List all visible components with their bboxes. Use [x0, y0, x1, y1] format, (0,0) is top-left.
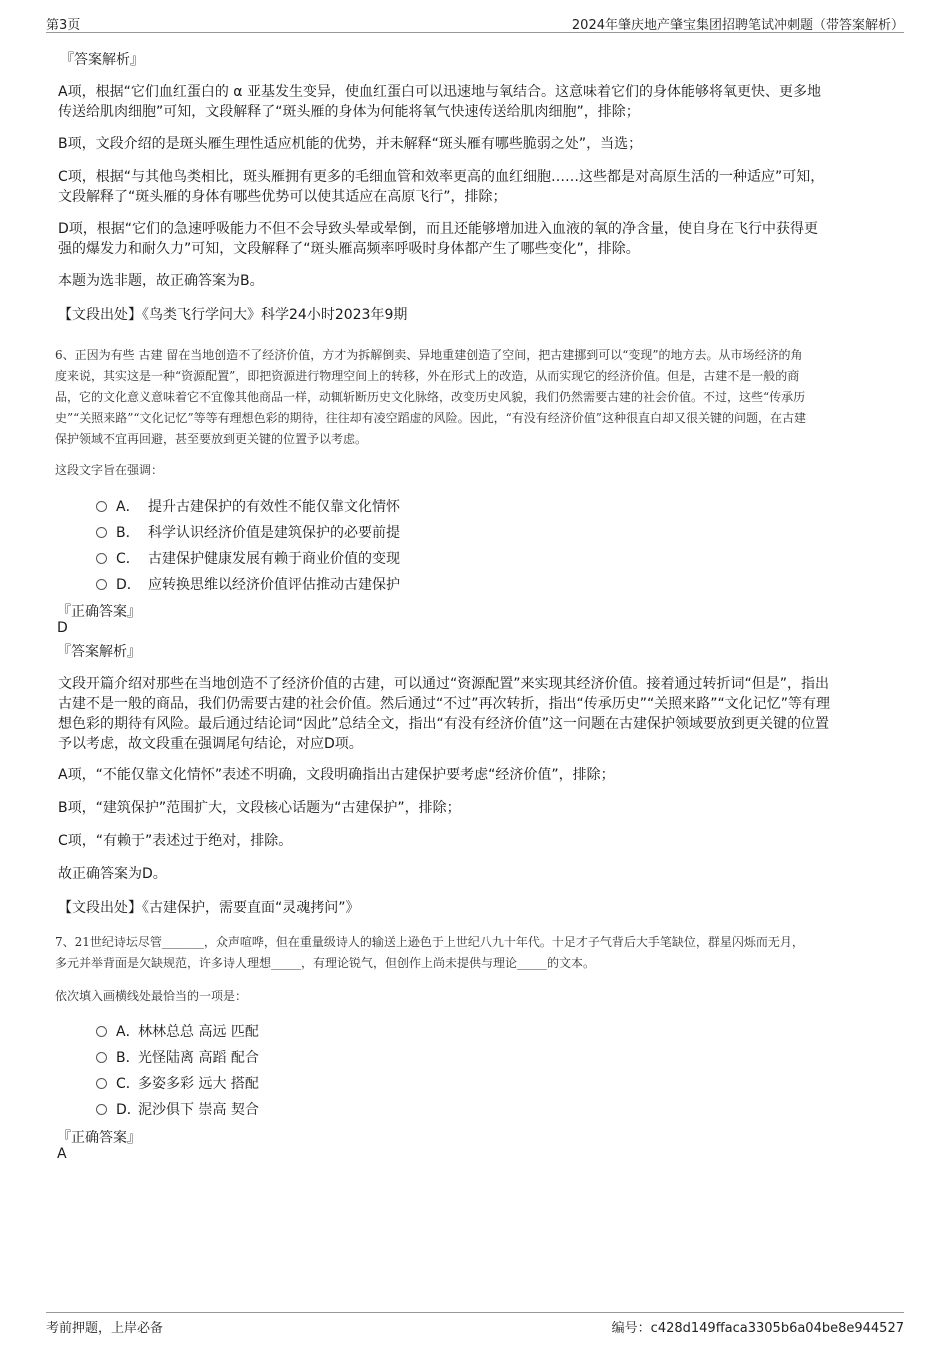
q6-source: 【文段出处】《古建保护，需要直面“灵魂拷问”》	[58, 900, 360, 916]
q6-stem-line4: 史”“关照来路”“文化记忆”等等有理想色彩的期待，往往却有凌空蹈虚的风险。因此，“有没有经济价值”这种很直白却又很关键的问题，在古建	[55, 411, 806, 425]
q6-stem-line3: 品，它的文化意义意味着它不宜像其他商品一样，动辄斩断历史文化脉络，改变历史风貌，我们仍然需要古建的社会价值。不过，这些“传承历	[55, 390, 806, 404]
page-header	[46, 12, 904, 33]
q7-option-c[interactable]: C．多姿多彩 远大 搭配	[96, 1073, 259, 1093]
radio-icon[interactable]	[96, 553, 107, 564]
radio-icon[interactable]	[96, 1052, 107, 1063]
q6-conclusion: 故正确答案为D。	[58, 866, 167, 882]
q6-prompt: 这段文字旨在强调：	[55, 463, 164, 477]
q7-stem-line1: 7、21世纪诗坛尽管_______，众声喧哗，但在重量级诗人的输送上逊色于上世纪八九十年代。十足才子气背后大手笔缺位，群星闪烁而无月，	[55, 935, 804, 949]
q6-analysis-line1: 文段开篇介绍对那些在当地创造不了经济价值的古建，可以通过“资源配置”来实现其经济价值。接着通过转折词“但是”，指出	[58, 676, 830, 692]
q6-para-c: C项，“有赖于”表述过于绝对，排除。	[58, 833, 293, 849]
q5-para-c-line2: 文段解释了“斑头雁的身体有哪些优势可以使其适应在高原飞行”，排除；	[58, 189, 507, 205]
q7-answer: A	[57, 1146, 67, 1162]
q7-answer-label: 『正确答案』	[57, 1130, 141, 1146]
document-id-value: c428d149ffaca3305b6a04be8e944527	[650, 1321, 904, 1336]
document-id	[612, 1317, 904, 1336]
q6-para-b: B项，“建筑保护”范围扩大，文段核心话题为“古建保护”，排除；	[58, 800, 461, 816]
q5-para-a-line1: A项，根据“它们血红蛋白的 α 亚基发生变异，使血红蛋白可以迅速地与氧结合。这意味着它们的身体能够将氧更快、更多地	[58, 84, 821, 100]
radio-icon[interactable]	[96, 527, 107, 538]
q6-analysis-line4: 予以考虑，故文段重在强调尾句结论，对应D项。	[58, 736, 363, 752]
radio-icon[interactable]	[96, 1104, 107, 1115]
radio-icon[interactable]	[96, 1026, 107, 1037]
q6-stem-line5: 保护领域不宜再回避，甚至要放到更关键的位置予以考虑。	[55, 432, 368, 446]
q5-para-d-line1: D项，根据“它们的急速呼吸能力不但不会导致头晕或晕倒，而且还能够增加进入血液的氧的净含量，使自身在飞行中获得更	[58, 221, 819, 237]
q6-answer-label: 『正确答案』	[57, 604, 141, 620]
radio-icon[interactable]	[96, 1078, 107, 1089]
q6-answer: D	[57, 620, 68, 636]
radio-icon[interactable]	[96, 501, 107, 512]
q5-para-a-line2: 传送给肌肉细胞”可知，文段解释了“斑头雁的身体为何能将氧气快速传送给肌肉细胞”，排除；	[58, 104, 640, 120]
q7-prompt: 依次填入画横线处最恰当的一项是：	[55, 989, 248, 1003]
footer-slogan: 考前押题，上岸必备	[46, 1321, 164, 1336]
q6-option-b[interactable]: B． 科学认识经济价值是建筑保护的必要前提	[96, 522, 400, 542]
q5-para-c-line1: C项，根据“与其他鸟类相比，斑头雁拥有更多的毛细血管和效率更高的血红细胞……这些都是对高原生活的一种适应”可知，	[58, 169, 825, 185]
q7-stem-line2: 多元并举背面是欠缺规范，许多诗人理想_____，有理论锐气，但创作上尚未提供与理论_____的文本。	[55, 956, 596, 970]
q6-analysis-line2: 古建不是一般的商品，我们仍需要古建的社会价值。然后通过“不过”再次转折，指出“传承历史”“关照来路”“文化记忆”等有理	[58, 696, 831, 712]
q7-option-b[interactable]: B．光怪陆离 高蹈 配合	[96, 1047, 259, 1067]
radio-icon[interactable]	[96, 579, 107, 590]
q6-para-a: A项，“不能仅靠文化情怀”表述不明确，文段明确指出古建保护要考虑“经济价值”，排除；	[58, 767, 615, 783]
q5-para-b: B项，文段介绍的是斑头雁生理性适应机能的优势，并未解释“斑头雁有哪些脆弱之处”，当选；	[58, 136, 643, 152]
q5-source: 【文段出处】《鸟类飞行学问大》科学24小时2023年9期	[58, 307, 408, 323]
q6-stem-line2: 度来说，其实这是一种“资源配置”，即把资源进行物理空间上的转移，外在形式上的改造，从而实现它的经济价值。但是，古建不是一般的商	[55, 369, 800, 383]
document-id-label: 编号：	[611, 1321, 651, 1336]
document-title: 2024年肇庆地产肇宝集团招聘笔试冲刺题（带答案解析）	[571, 18, 904, 33]
q6-option-c[interactable]: C． 古建保护健康发展有赖于商业价值的变现	[96, 548, 400, 568]
page-number: 第3页	[46, 18, 81, 33]
q5-analysis-label: 『答案解析』	[60, 52, 144, 68]
q6-stem-line1: 6、正因为有些 古建 留在当地创造不了经济价值，方才为拆解倒卖、异地重建创造了空间，把古建挪到可以“变现”的地方去。从市场经济的角	[55, 348, 803, 362]
q6-analysis-line3: 想色彩的期待有风险。最后通过结论词“因此”总结全文，指出“有没有经济价值”这一问题在古建保护领域要放到更关键的位置	[58, 716, 830, 732]
q5-conclusion: 本题为选非题，故正确答案为B。	[58, 273, 264, 289]
q6-option-d[interactable]: D． 应转换思维以经济价值评估推动古建保护	[96, 574, 400, 594]
page-footer	[46, 1312, 904, 1337]
q6-analysis-label: 『答案解析』	[57, 644, 141, 660]
q6-option-a[interactable]: A． 提升古建保护的有效性不能仅靠文化情怀	[96, 496, 400, 516]
q7-option-a[interactable]: A．林林总总 高远 匹配	[96, 1021, 259, 1041]
q5-para-d-line2: 强的爆发力和耐久力”可知，文段解释了“斑头雁高频率呼吸时身体都产生了哪些变化”，排除。	[58, 241, 640, 257]
q7-option-d[interactable]: D．泥沙俱下 崇高 契合	[96, 1099, 259, 1119]
